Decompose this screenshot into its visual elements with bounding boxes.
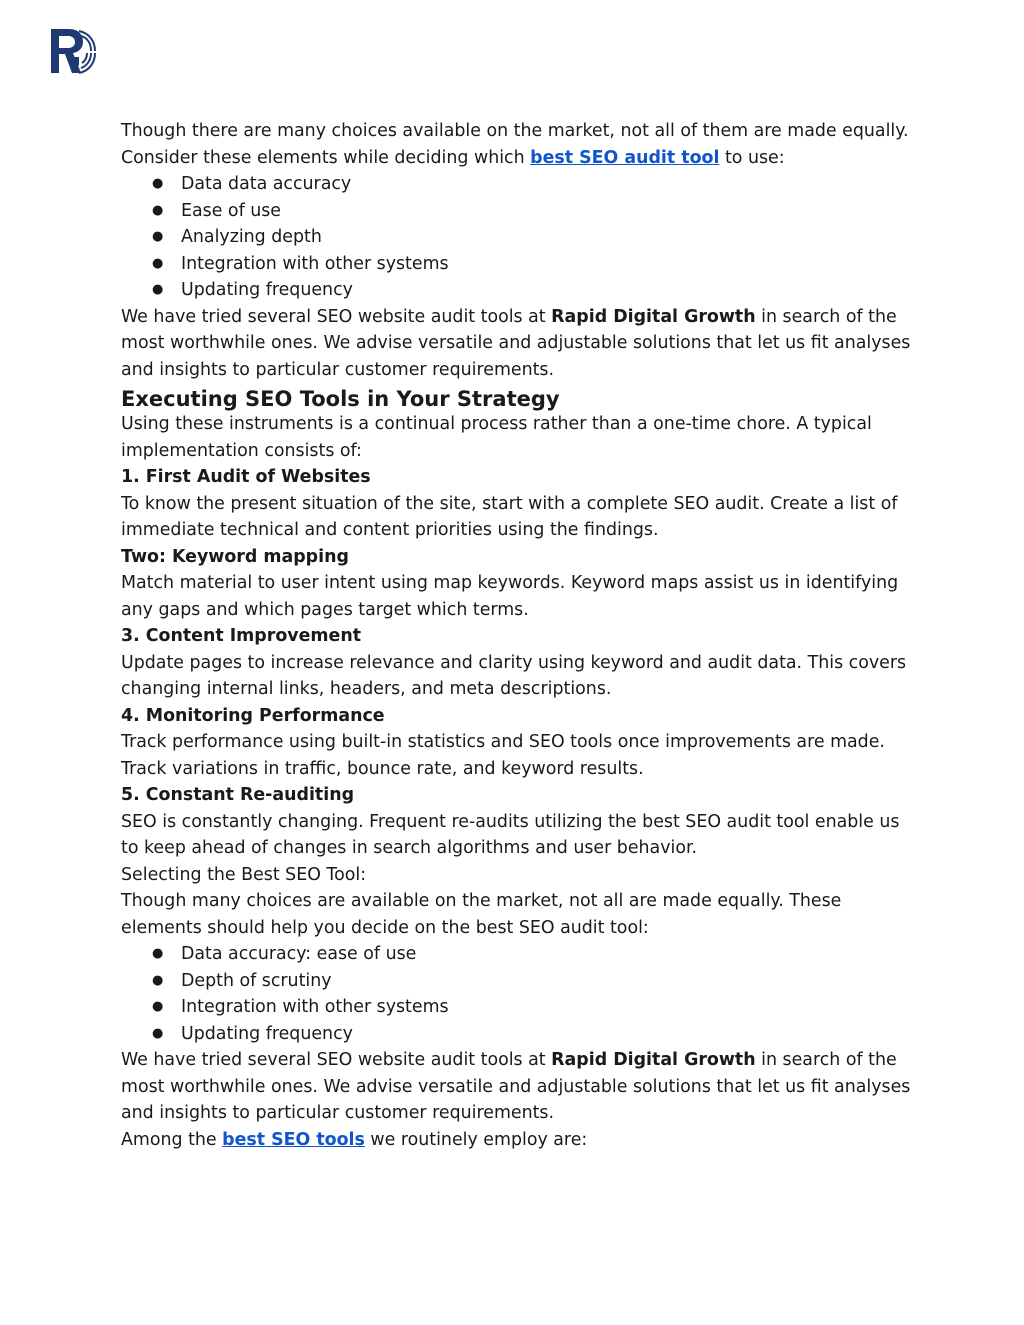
list-item: ● Updating frequency xyxy=(121,1021,911,1048)
step-text: Match material to user intent using map keywords. Keyword maps assist us in identifying any gaps and which pages target which terms. xyxy=(121,573,899,620)
strategy-intro: Using these instruments is a continual process rather than a one-time chore. A typical implementation consists of: xyxy=(121,414,872,461)
step-text: Update pages to increase relevance and clarity using keyword and audit data. This covers changing internal links, headers, and meta descriptions. xyxy=(121,652,907,699)
best-seo-audit-tool-link[interactable]: best SEO audit tool xyxy=(530,147,720,168)
step-title: 3. Content Improvement xyxy=(121,626,362,646)
step-text: To know the present situation of the site, start with a complete SEO audit. Create a list of immediate technical and content priorities using the findings. xyxy=(121,493,898,540)
factors-list xyxy=(121,171,911,304)
agency-paragraph-repeat: We have tried several SEO website audit tools at Rapid Digital Growth in search of the most worthwhile ones. We advise versatile and adjustable solutions that let us fit analyses and insights to particular customer requirements. xyxy=(121,1050,911,1123)
step-text: Track performance using built-in statistics and SEO tools once improvements are made. Track variations in traffic, bounce rate, and keyword results. xyxy=(121,732,885,779)
section-heading: Executing SEO Tools in Your Strategy xyxy=(121,387,560,411)
list-item: ● Depth of scrutiny xyxy=(121,968,911,995)
step-text: SEO is constantly changing. Frequent re-audits utilizing the best SEO audit tool enable us to keep ahead of changes in search algorithms and user behavior. xyxy=(121,811,900,858)
step-title: Two: Keyword mapping xyxy=(121,546,349,567)
rapid-digital-growth-logo xyxy=(49,27,99,75)
list-item: ● Analyzing depth xyxy=(121,224,911,251)
list-item: ● Ease of use xyxy=(121,198,911,225)
list-item: ● Data accuracy: ease of use xyxy=(121,941,911,968)
intro-paragraph: Though there are many choices available on the market, not all of them are made equally. Consider these elements while deciding which best SEO audit tool to use: xyxy=(121,121,909,168)
selecting-text: Though many choices are available on the market, not all are made equally. These elements should help you decide on the best SEO audit tool: xyxy=(121,891,842,938)
elements-list xyxy=(121,941,911,1047)
list-item: ● Data data accuracy xyxy=(121,171,911,198)
agency-paragraph: We have tried several SEO website audit tools at Rapid Digital Growth in search of the most worthwhile ones. We advise versatile and adjustable solutions that let us fit analyses and insights to particular customer requirements. xyxy=(121,306,911,380)
best-seo-tools-link[interactable]: best SEO tools xyxy=(222,1129,365,1150)
step-title: 4. Monitoring Performance xyxy=(121,705,385,726)
closing-paragraph: Among the best SEO tools we routinely employ are: xyxy=(121,1129,588,1150)
list-item: ● Updating frequency xyxy=(121,277,911,304)
selecting-title: Selecting the Best SEO Tool: xyxy=(121,864,367,885)
step-title: 5. Constant Re-auditing xyxy=(121,785,355,805)
document-body xyxy=(121,118,911,1153)
list-item: ● Integration with other systems xyxy=(121,994,911,1021)
step-title: 1. First Audit of Websites xyxy=(121,467,371,487)
list-item: ● Integration with other systems xyxy=(121,251,911,278)
